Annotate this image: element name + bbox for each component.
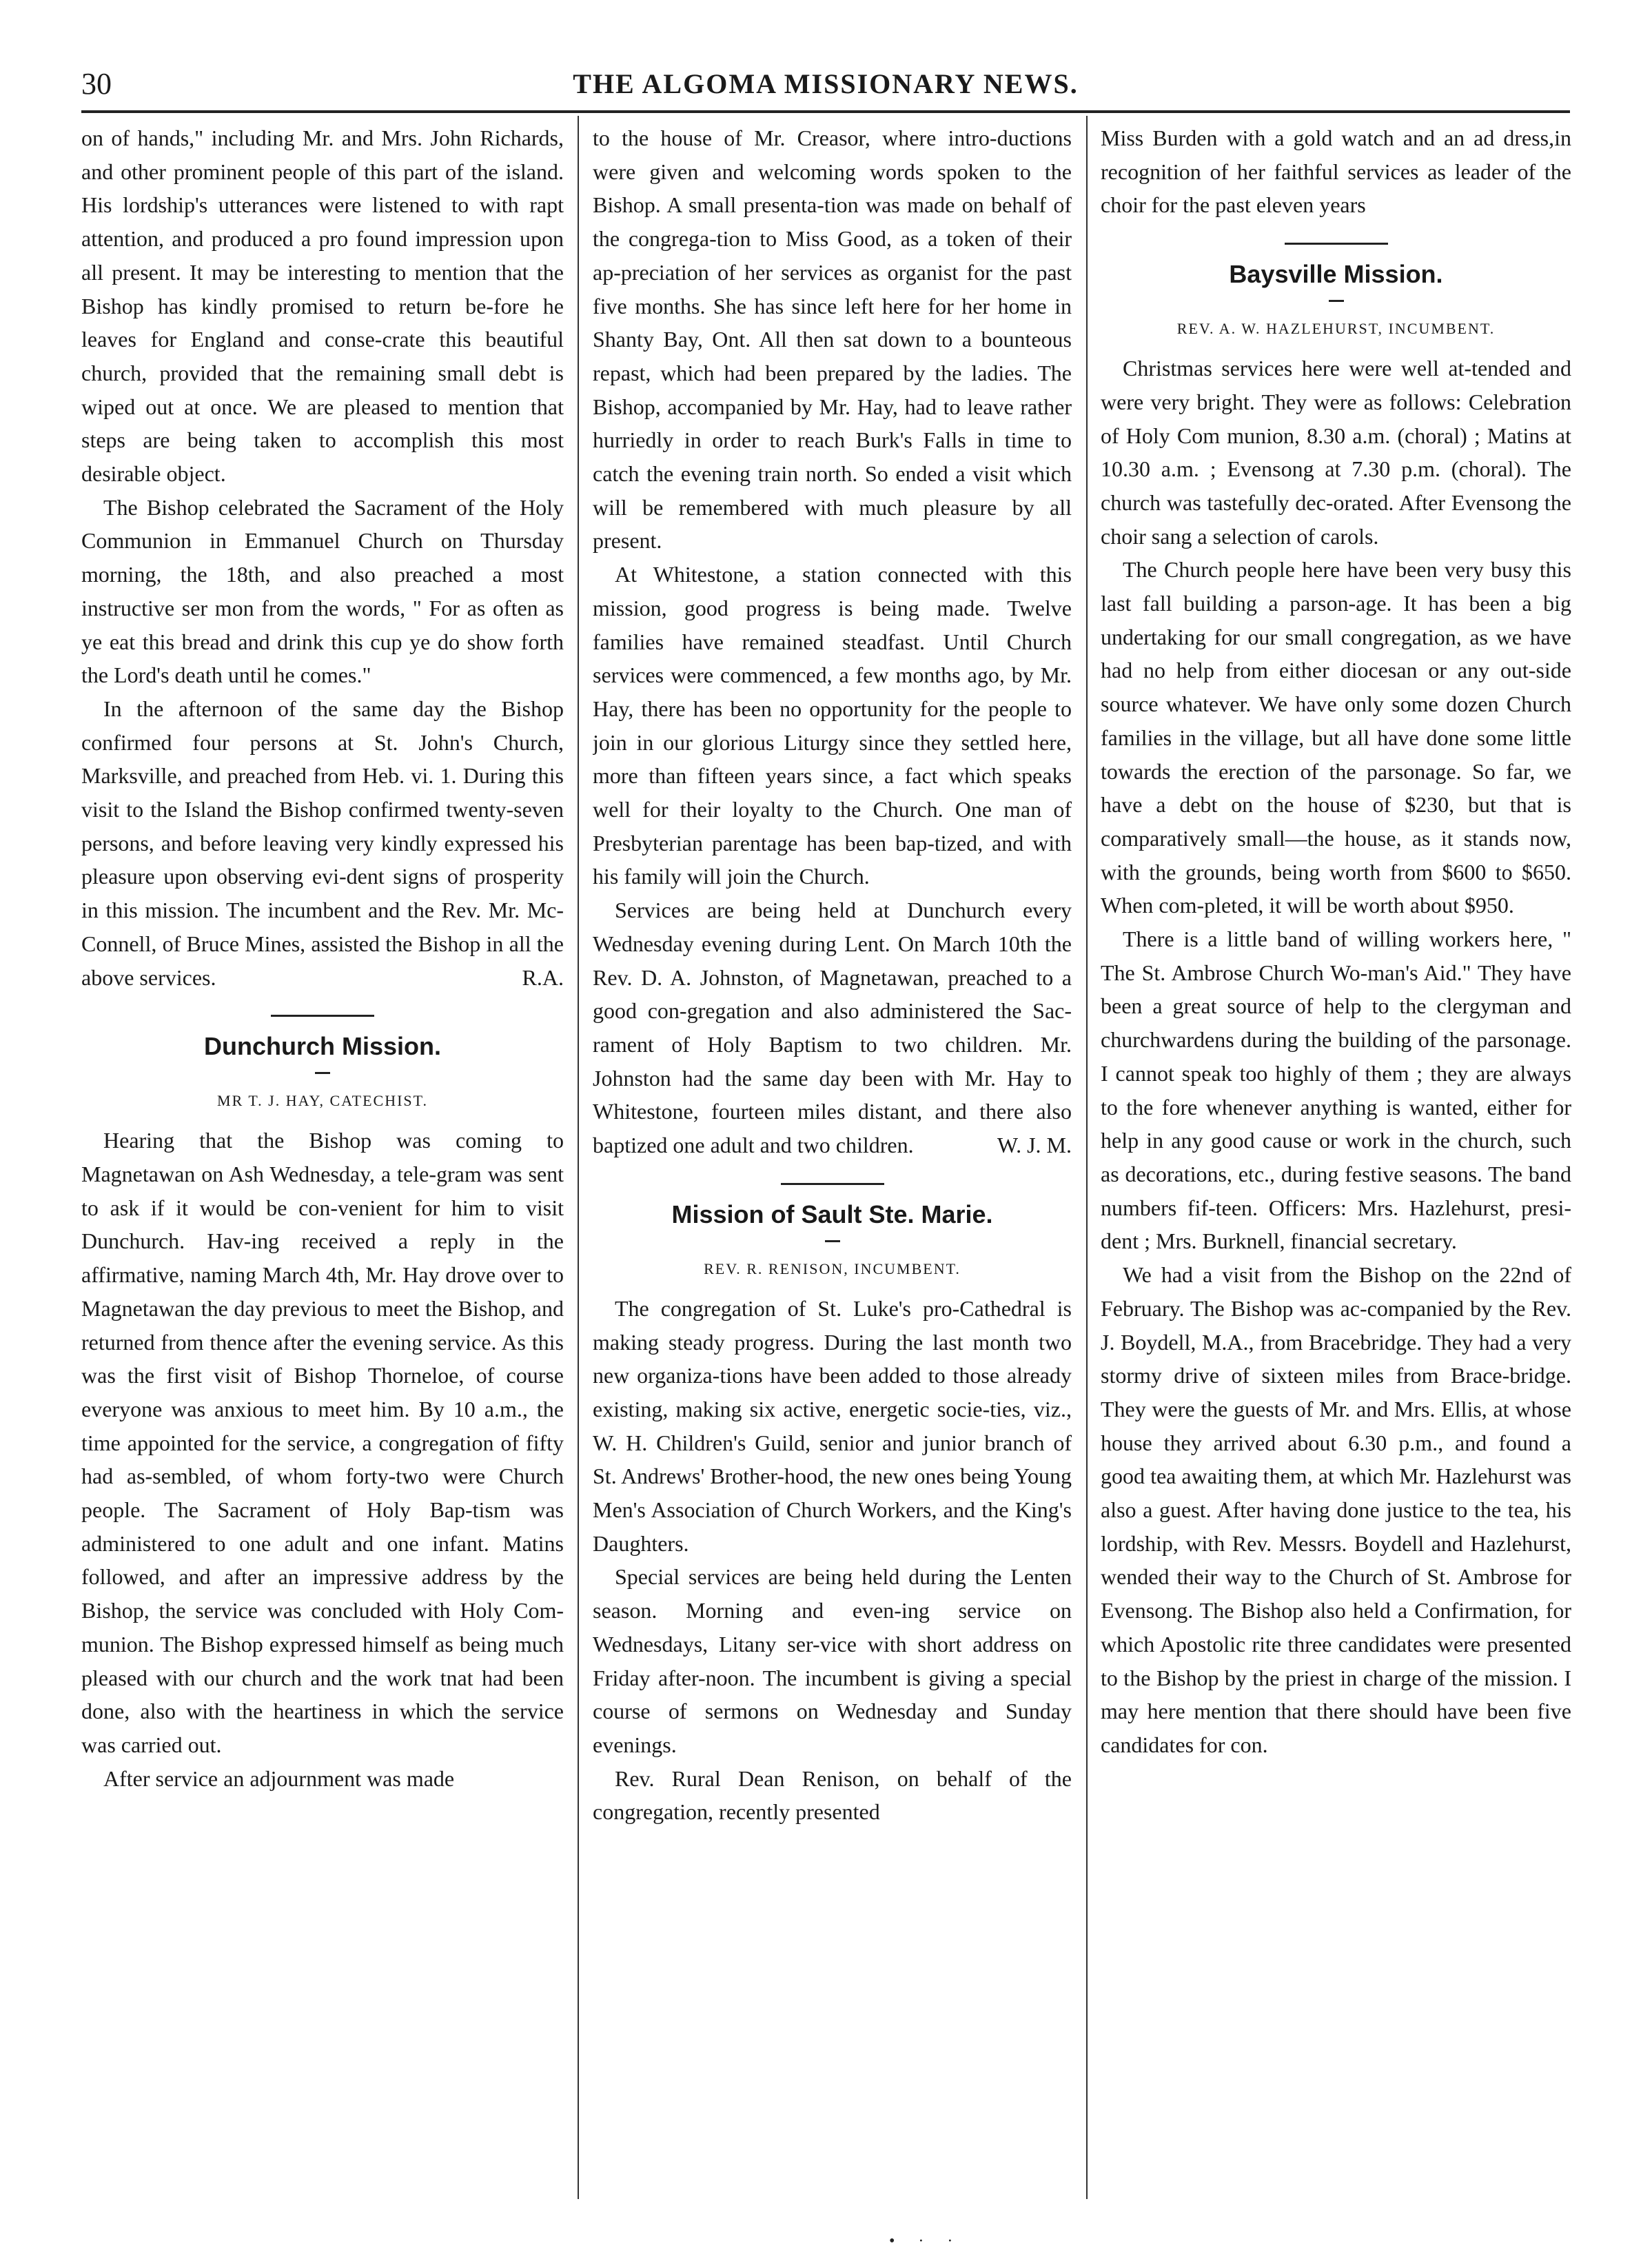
paragraph: There is a little band of willing workers here, " The St. Ambrose Church Wo-man's Aid." They have been a great source of help to the clergyman and churchwardens during the building of the parsonage. I cannot speak too highly of them ; they are always to the fore whenever anything is wanted, either for help in any good cause or work in the church, such as decorations, etc., during festive seasons. The band numbers fif-teen. Officers: Mrs. Hazlehurst, presi-dent ; Mrs. Burknell, financial secretary. <box>1101 927 1571 1254</box>
paragraph: on of hands," including Mr. and Mrs. John Richards, and other prominent people of this part of the island. His lordship's utterances were listened to with rapt attention, and produced a pro found impression upon all present. It may be interesting to mention that the Bishop has kindly promised to return be-fore he leaves for England and conse-crate this beautiful church, provided that the remaining small debt is wiped out at once. We are pleased to mention that steps are being taken to accomplish this most desirable object. <box>81 125 564 487</box>
signature: R.A. <box>522 964 564 990</box>
section-divider <box>1285 243 1388 245</box>
byline: MR T. J. HAY, CATECHIST. <box>217 1092 428 1110</box>
paragraph: Special services are being held during the Lenten season. Morning and even-ing service on Wednesdays, Litany ser-vice with short address on Friday after-noon. The incumbent is giving a special course of sermons on Wednesday and Sunday evenings. <box>593 1564 1072 1757</box>
column-divider <box>1086 116 1088 2199</box>
paragraph-text: Services are being held at Dunchurch every Wednesday evening during Lent. On March 10th the Rev. D. A. Johnston, of Magnetawan, preached to a good con-gregation and also administered the Sac-rament of Holy Baptism to two children. Mr. Johnston had the same day been with Mr. Hay to Whitestone, fourteen miles distant, and there also baptized one adult and two children. <box>593 898 1072 1158</box>
section-divider <box>781 1183 884 1185</box>
column-divider <box>578 116 579 2199</box>
paragraph: At Whitestone, a station connected with this mission, good progress is being made. Twelve families have remained steadfast. Until Church services were commenced, a few months ago, by Mr. Hay, there has been no opportunity for the people to join in our glorious Liturgy since they settled here, more than fifteen years since, a fact which speaks well for their loyalty to the Church. One man of Presbyterian parentage has been bap-tized, and with his family will join the Church. <box>593 562 1072 889</box>
title-dash <box>1329 300 1344 302</box>
paragraph-text: In the afternoon of the same day the Bishop confirmed four persons at St. John's Church, Marksville, and preached from Heb. vi. 1. During this visit to the Island the Bishop confirmed twenty-seven persons, and before leaving very kindly expressed his pleasure upon observing evi-dent signs of prosperity in this mission. The incumbent and the Rev. Mr. Mc-Connell, of Bruce Mines, assisted the Bishop in all the above services. <box>81 696 564 990</box>
paragraph <box>81 692 564 994</box>
section-title: Mission of Sault Ste. Marie. <box>671 1199 993 1228</box>
paragraph: Christmas services here were well at-tended and were very bright. They were as follows: Celebration of Holy Com munion, 8.30 a.m. (choral) ; Matins at 10.30 a.m. ; Evensong at 7.30 p.m. (choral). The church was tastefully dec-orated. After Evensong the choir sang a selection of carols. <box>1101 356 1571 549</box>
column-1 <box>81 121 564 2220</box>
column-3 <box>1101 121 1571 2220</box>
title-dash <box>825 1240 840 1242</box>
footer-mark: • · · <box>889 2232 963 2250</box>
column-2 <box>593 121 1072 2220</box>
paragraph: The Church people here have been very busy this last fall building a parson-age. It has been a big undertaking for our small congregation, as we have had no help from either diocesan or any out-side source whatever. We have only some dozen Church families in the village, but all have done some little towards the erection of the parsonage. So far, we have a debt on the house of $230, but that is comparatively small—the house, as it stands now, with the grounds, being worth from $600 to $650. When com-pleted, it will be worth about $950. <box>1101 557 1571 918</box>
page-header <box>81 63 1570 112</box>
paragraph: to the house of Mr. Creasor, where intro-ductions were given and welcoming words spoken to the Bishop. A small presenta-tion was made on behalf of the congrega-tion to Miss Good, as a token of their ap-preciation of her services as organist for the past five months. She has since left here for her home in Shanty Bay, Ont. All then sat down to a bounteous repast, which had been prepared by the ladies. The Bishop, accompanied by Mr. Hay, had to leave rather hurriedly in order to reach Burk's Falls in time to catch the evening train north. So ended a visit which will be remembered with much pleasure by all present. <box>593 125 1072 554</box>
byline: REV. R. RENISON, INCUMBENT. <box>704 1259 961 1277</box>
section-title: Baysville Mission. <box>1229 260 1443 289</box>
header-rule <box>81 110 1570 113</box>
paragraph: The Bishop celebrated the Sacrament of the Holy Communion in Emmanuel Church on Thursday morning, the 18th, and also preached a most instructive ser mon from the words, " For as often as ye eat this bread and drink this cup ye do show forth the Lord's death until he comes." <box>81 494 564 688</box>
section-title: Dunchurch Mission. <box>203 1032 442 1061</box>
paragraph: Hearing that the Bishop was coming to Magnetawan on Ash Wednesday, a tele-gram was sent to ask if it would be con-venient for him to visit Dunchurch. Hav-ing received a reply in the affirmative, naming March 4th, Mr. Hay drove over to Magnetawan the day previous to meet the Bishop, and returned from thence after the evening service. As this was the first visit of Bishop Thorneloe, of course everyone was anxious to meet him. By 10 a.m., the time appointed for the service, a congregation of fifty had as-sembled, of whom forty-two were Church people. The Sacrament of Holy Bap-tism was administered to one adult and one infant. Matins followed, and after an impressive address by the Bishop, the service was concluded with Holy Com-munion. The Bishop expressed himself as being much pleased with our church and the work tnat had been done, also with the heartiness in which the service was carried out. <box>81 1128 564 1757</box>
running-title: THE ALGOMA MISSIONARY NEWS. <box>573 68 1079 99</box>
paragraph: Miss Burden with a gold watch and an ad dress,in recognition of her faithful services as leader of the choir for the past eleven years <box>1101 125 1571 218</box>
paragraph: The congregation of St. Luke's pro-Cathedral is making steady progress. During the last month two new organiza-tions have been added to those already existing, making six active, energetic socie-ties, viz., W. H. Children's Guild, senior and junior branch of St. Andrews' Brother-hood, the new ones being Young Men's Association of Church Workers, and the King's Daughters. <box>593 1295 1072 1556</box>
title-dash <box>315 1072 330 1074</box>
section-divider <box>271 1015 374 1017</box>
signature: W. J. M. <box>997 1133 1072 1158</box>
paragraph: Rev. Rural Dean Renison, on behalf of the congregation, recently presented <box>593 1765 1072 1825</box>
page-number: 30 <box>81 67 112 101</box>
byline: REV. A. W. HAZLEHURST, INCUMBENT. <box>1176 320 1496 338</box>
paragraph: We had a visit from the Bishop on the 22nd of February. The Bishop was ac-companied by the Rev. J. Boydell, M.A., from Bracebridge. They had a very stormy drive of sixteen miles from Brace-bridge. They were the guests of Mr. and Mrs. Ellis, at whose house they arrived about 6.30 p.m., and found a good tea awaiting them, at which Mr. Hazlehurst was also a guest. After having done justice to the tea, his lordship, with Rev. Messrs. Boydell and Hazlehurst, wended their way to the Church of St. Ambrose for Evensong. The Bishop also held a Confirmation, for which Apostolic rite three candidates were presented to the Bishop by the priest in charge of the mission. I may here mention that there should have been five candidates for con. <box>1101 1262 1571 1757</box>
paragraph <box>593 893 1072 1162</box>
paragraph: After service an adjournment was made <box>103 1765 455 1791</box>
